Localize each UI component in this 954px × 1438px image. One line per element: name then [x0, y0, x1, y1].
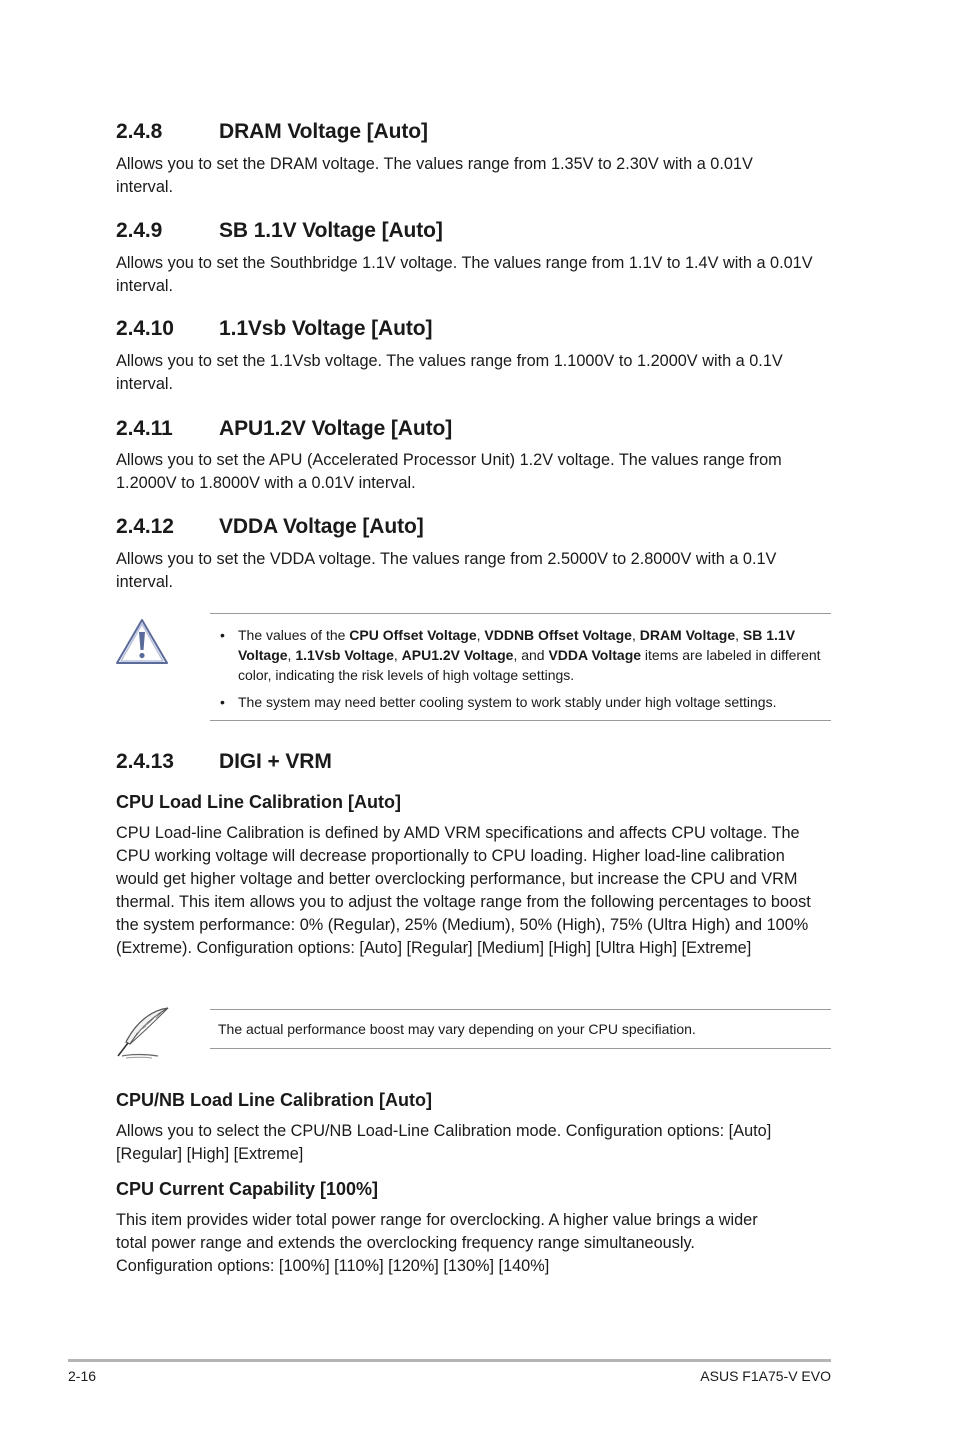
feather-pen-icon [112, 1004, 172, 1060]
caution-bold: DRAM Voltage [639, 627, 736, 643]
section-title: 1.1Vsb Voltage [Auto] [219, 317, 433, 340]
subheading-cpu-current: CPU Current Capability [100%] [116, 1179, 379, 1199]
section-heading-dram-voltage [116, 120, 428, 144]
text-cpu-current: This item provides wider total power range for overclocking. A higher value brings a wider total power range and extends the overclocking frequency range simultaneously. Configuration options: [100%] [110%] [120%] [130%] [140%] [116, 1211, 758, 1275]
section-text-dram-voltage: Allows you to set the DRAM voltage. The values range from 1.35V to 2.30V with a 0.01V interval. [116, 155, 753, 196]
caution-text: , [631, 627, 640, 643]
warning-triangle-icon [114, 617, 170, 667]
caution-bold: 1.1Vsb Voltage [295, 647, 394, 663]
section-title: DIGI + VRM [219, 750, 332, 773]
footer-rule [68, 1359, 831, 1362]
bullet: • [220, 627, 225, 643]
note-top-rule [210, 1009, 831, 1010]
section-heading-sb-voltage [116, 219, 443, 243]
subheading-cpu-nb-llc: CPU/NB Load Line Calibration [Auto] [116, 1090, 432, 1110]
section-heading-1-1vsb-voltage [116, 317, 432, 341]
text-cpu-llc: CPU Load-line Calibration is defined by AMD VRM specifications and affects CPU voltage. The CPU working voltage will decrease proportionally to CPU loading. Higher load-line calibration would get higher voltage and better overclocking performance, but increase the CPU and VRM thermal. This item allows you to adjust the voltage range from the following percentages to boost the system performance: 0% (Regular), 25% (Medium), 50% (High), 75% (Ultra High) and 100% (Extreme). Configuration options: [Auto] [Regular] [Medium] [High] [Ultra High] [Extreme] [116, 824, 811, 957]
section-number: 2.4.13 [116, 750, 174, 773]
caution-bold: CPU Offset Voltage [349, 627, 477, 643]
caution-bold: VDDA Voltage [548, 647, 642, 663]
section-number: 2.4.12 [116, 515, 174, 538]
caution-top-rule [210, 613, 831, 614]
caution-bottom-rule [210, 720, 831, 721]
section-text-vdda-voltage: Allows you to set the VDDA voltage. The values range from 2.5000V to 2.8000V with a 0.1V interval. [116, 550, 777, 591]
caution-item-1 [218, 625, 833, 685]
section-title: APU1.2V Voltage [Auto] [219, 417, 453, 440]
section-title: SB 1.1V Voltage [Auto] [219, 219, 443, 242]
section-heading-vdda-voltage [116, 515, 424, 539]
section-number: 2.4.8 [116, 120, 163, 143]
section-number: 2.4.10 [116, 317, 174, 340]
section-heading-apu-voltage [116, 417, 452, 441]
section-text-sb-voltage: Allows you to set the Southbridge 1.1V voltage. The values range from 1.1V to 1.4V with a 0.01V interval. [116, 254, 813, 295]
caution-bold: APU1.2V Voltage [401, 647, 514, 663]
subheading-cpu-llc: CPU Load Line Calibration [Auto] [116, 792, 401, 812]
bullet: • [220, 694, 225, 710]
page-number: 2-16 [68, 1368, 97, 1384]
section-text-1-1vsb-voltage: Allows you to set the 1.1Vsb voltage. The values range from 1.1000V to 1.2000V with a 0.1V interval. [116, 352, 783, 393]
section-heading-digi-vrm [116, 750, 332, 774]
caution-text: , [735, 627, 743, 643]
caution-item-2 [218, 692, 833, 712]
caution-text: , and [513, 647, 549, 663]
product-name: ASUS F1A75-V EVO [700, 1368, 831, 1384]
caution-bold: VDDNB Offset Voltage [484, 627, 632, 643]
caution-text: , [393, 647, 402, 663]
caution-text: The system may need better cooling system to work stably under high voltage settings. [238, 694, 777, 710]
caution-bold: SB 1.1V Voltage [238, 627, 796, 663]
caution-text: , [476, 627, 485, 643]
section-title: DRAM Voltage [Auto] [219, 120, 428, 143]
caution-text: items are labeled in different color, indicating the risk levels of high voltage settings. [238, 647, 821, 683]
caution-text: , [287, 647, 296, 663]
text-cpu-nb-llc: Allows you to select the CPU/NB Load-Line Calibration mode. Configuration options: [Auto] [Regular] [High] [Extreme] [116, 1122, 772, 1163]
note-text: The actual performance boost may vary depending on your CPU specifiation. [218, 1021, 696, 1037]
section-number: 2.4.9 [116, 219, 163, 242]
caution-text: The values of the [238, 627, 350, 643]
section-title: VDDA Voltage [Auto] [219, 515, 424, 538]
note-bottom-rule [210, 1048, 831, 1049]
section-text-apu-voltage: Allows you to set the APU (Accelerated Processor Unit) 1.2V voltage. The values range from 1.2000V to 1.8000V with a 0.01V interval. [116, 451, 782, 492]
section-number: 2.4.11 [116, 417, 173, 440]
caution-notes [218, 625, 833, 712]
